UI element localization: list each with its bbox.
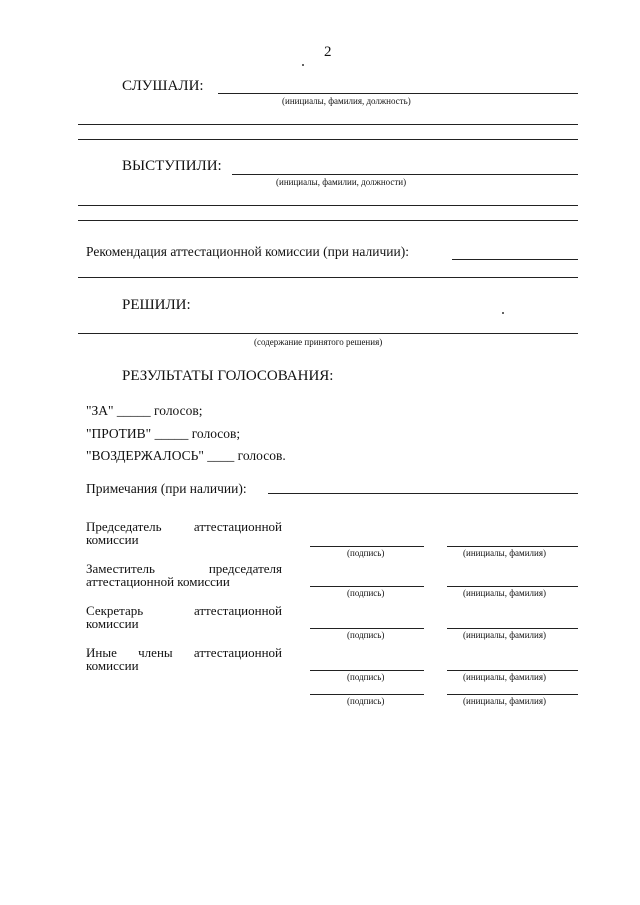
vote-for-suffix: голосов;	[154, 403, 203, 418]
chairman-title-line2: комиссии	[86, 532, 139, 547]
members-name-line-1	[447, 670, 578, 671]
decided-line	[78, 333, 578, 334]
signature-chairman-title	[86, 520, 282, 546]
spoke-extra-line-2	[78, 220, 578, 221]
secretary-name-caption: (инициалы, фамилия)	[463, 630, 546, 640]
heard-caption: (инициалы, фамилия, должность)	[282, 96, 411, 106]
chairman-title-line1: Председатель аттестационной	[86, 519, 282, 534]
scan-speck	[302, 64, 304, 66]
chairman-sign-caption: (подпись)	[347, 548, 385, 558]
members-sign-line-1	[310, 670, 424, 671]
vote-against-label: "ПРОТИВ"	[86, 426, 152, 441]
signature-secretary-title	[86, 604, 282, 630]
vote-against-suffix: голосов;	[191, 426, 241, 441]
vote-for-label: "ЗА"	[86, 403, 114, 418]
members-name-caption-1: (инициалы, фамилия)	[463, 672, 546, 682]
chairman-sign-line	[310, 546, 424, 547]
signature-members-title	[86, 646, 282, 672]
deputy-sign-line	[310, 586, 424, 587]
chairman-name-caption: (инициалы, фамилия)	[463, 548, 546, 558]
deputy-name-caption: (инициалы, фамилия)	[463, 588, 546, 598]
members-name-line-2	[447, 694, 578, 695]
spoke-label: ВЫСТУПИЛИ:	[122, 158, 222, 174]
members-sign-caption-1: (подпись)	[347, 672, 385, 682]
secretary-sign-caption: (подпись)	[347, 630, 385, 640]
deputy-name-line	[447, 586, 578, 587]
heard-extra-line-1	[78, 124, 578, 125]
notes-label: Примечания (при наличии):	[86, 481, 247, 496]
recommendation-label: Рекомендация аттестационной комиссии (при наличии):	[86, 244, 409, 259]
members-title-line2: комиссии	[86, 658, 139, 673]
spoke-line	[232, 174, 578, 175]
voting-title: РЕЗУЛЬТАТЫ ГОЛОСОВАНИЯ:	[122, 368, 334, 384]
page-number: 2	[324, 44, 332, 60]
deputy-title-line2: аттестационной комиссии	[86, 574, 230, 589]
members-sign-line-2	[310, 694, 424, 695]
deputy-title-line1: Заместитель председателя	[86, 561, 282, 576]
recommendation-extra-line	[78, 277, 578, 278]
vote-abstained-blank: ____	[207, 448, 235, 463]
vote-abstained-label: "ВОЗДЕРЖАЛОСЬ"	[86, 448, 204, 463]
heard-line	[218, 93, 578, 94]
members-title-line1: Иные члены аттестационной	[86, 645, 282, 660]
decided-caption: (содержание принятого решения)	[254, 337, 383, 347]
signature-deputy-title	[86, 562, 282, 588]
spoke-caption: (инициалы, фамилии, должности)	[276, 177, 407, 187]
heard-label: СЛУШАЛИ:	[122, 78, 204, 94]
recommendation-line	[452, 259, 578, 260]
heard-extra-line-2	[78, 139, 578, 140]
secretary-sign-line	[310, 628, 424, 629]
vote-for-row	[86, 403, 203, 419]
chairman-name-line	[447, 546, 578, 547]
spoke-extra-line-1	[78, 205, 578, 206]
vote-against-row	[86, 426, 240, 442]
vote-abstained-suffix: голосов.	[237, 448, 286, 463]
vote-against-blank: _____	[154, 426, 189, 441]
vote-for-blank: _____	[116, 403, 151, 418]
scan-speck	[502, 312, 504, 314]
secretary-title-line1: Секретарь аттестационной	[86, 603, 282, 618]
notes-line	[268, 493, 578, 494]
secretary-title-line2: комиссии	[86, 616, 139, 631]
vote-abstained-row	[86, 448, 286, 464]
members-sign-caption-2: (подпись)	[347, 696, 385, 706]
decided-label: РЕШИЛИ:	[122, 297, 191, 313]
deputy-sign-caption: (подпись)	[347, 588, 385, 598]
secretary-name-line	[447, 628, 578, 629]
members-name-caption-2: (инициалы, фамилия)	[463, 696, 546, 706]
